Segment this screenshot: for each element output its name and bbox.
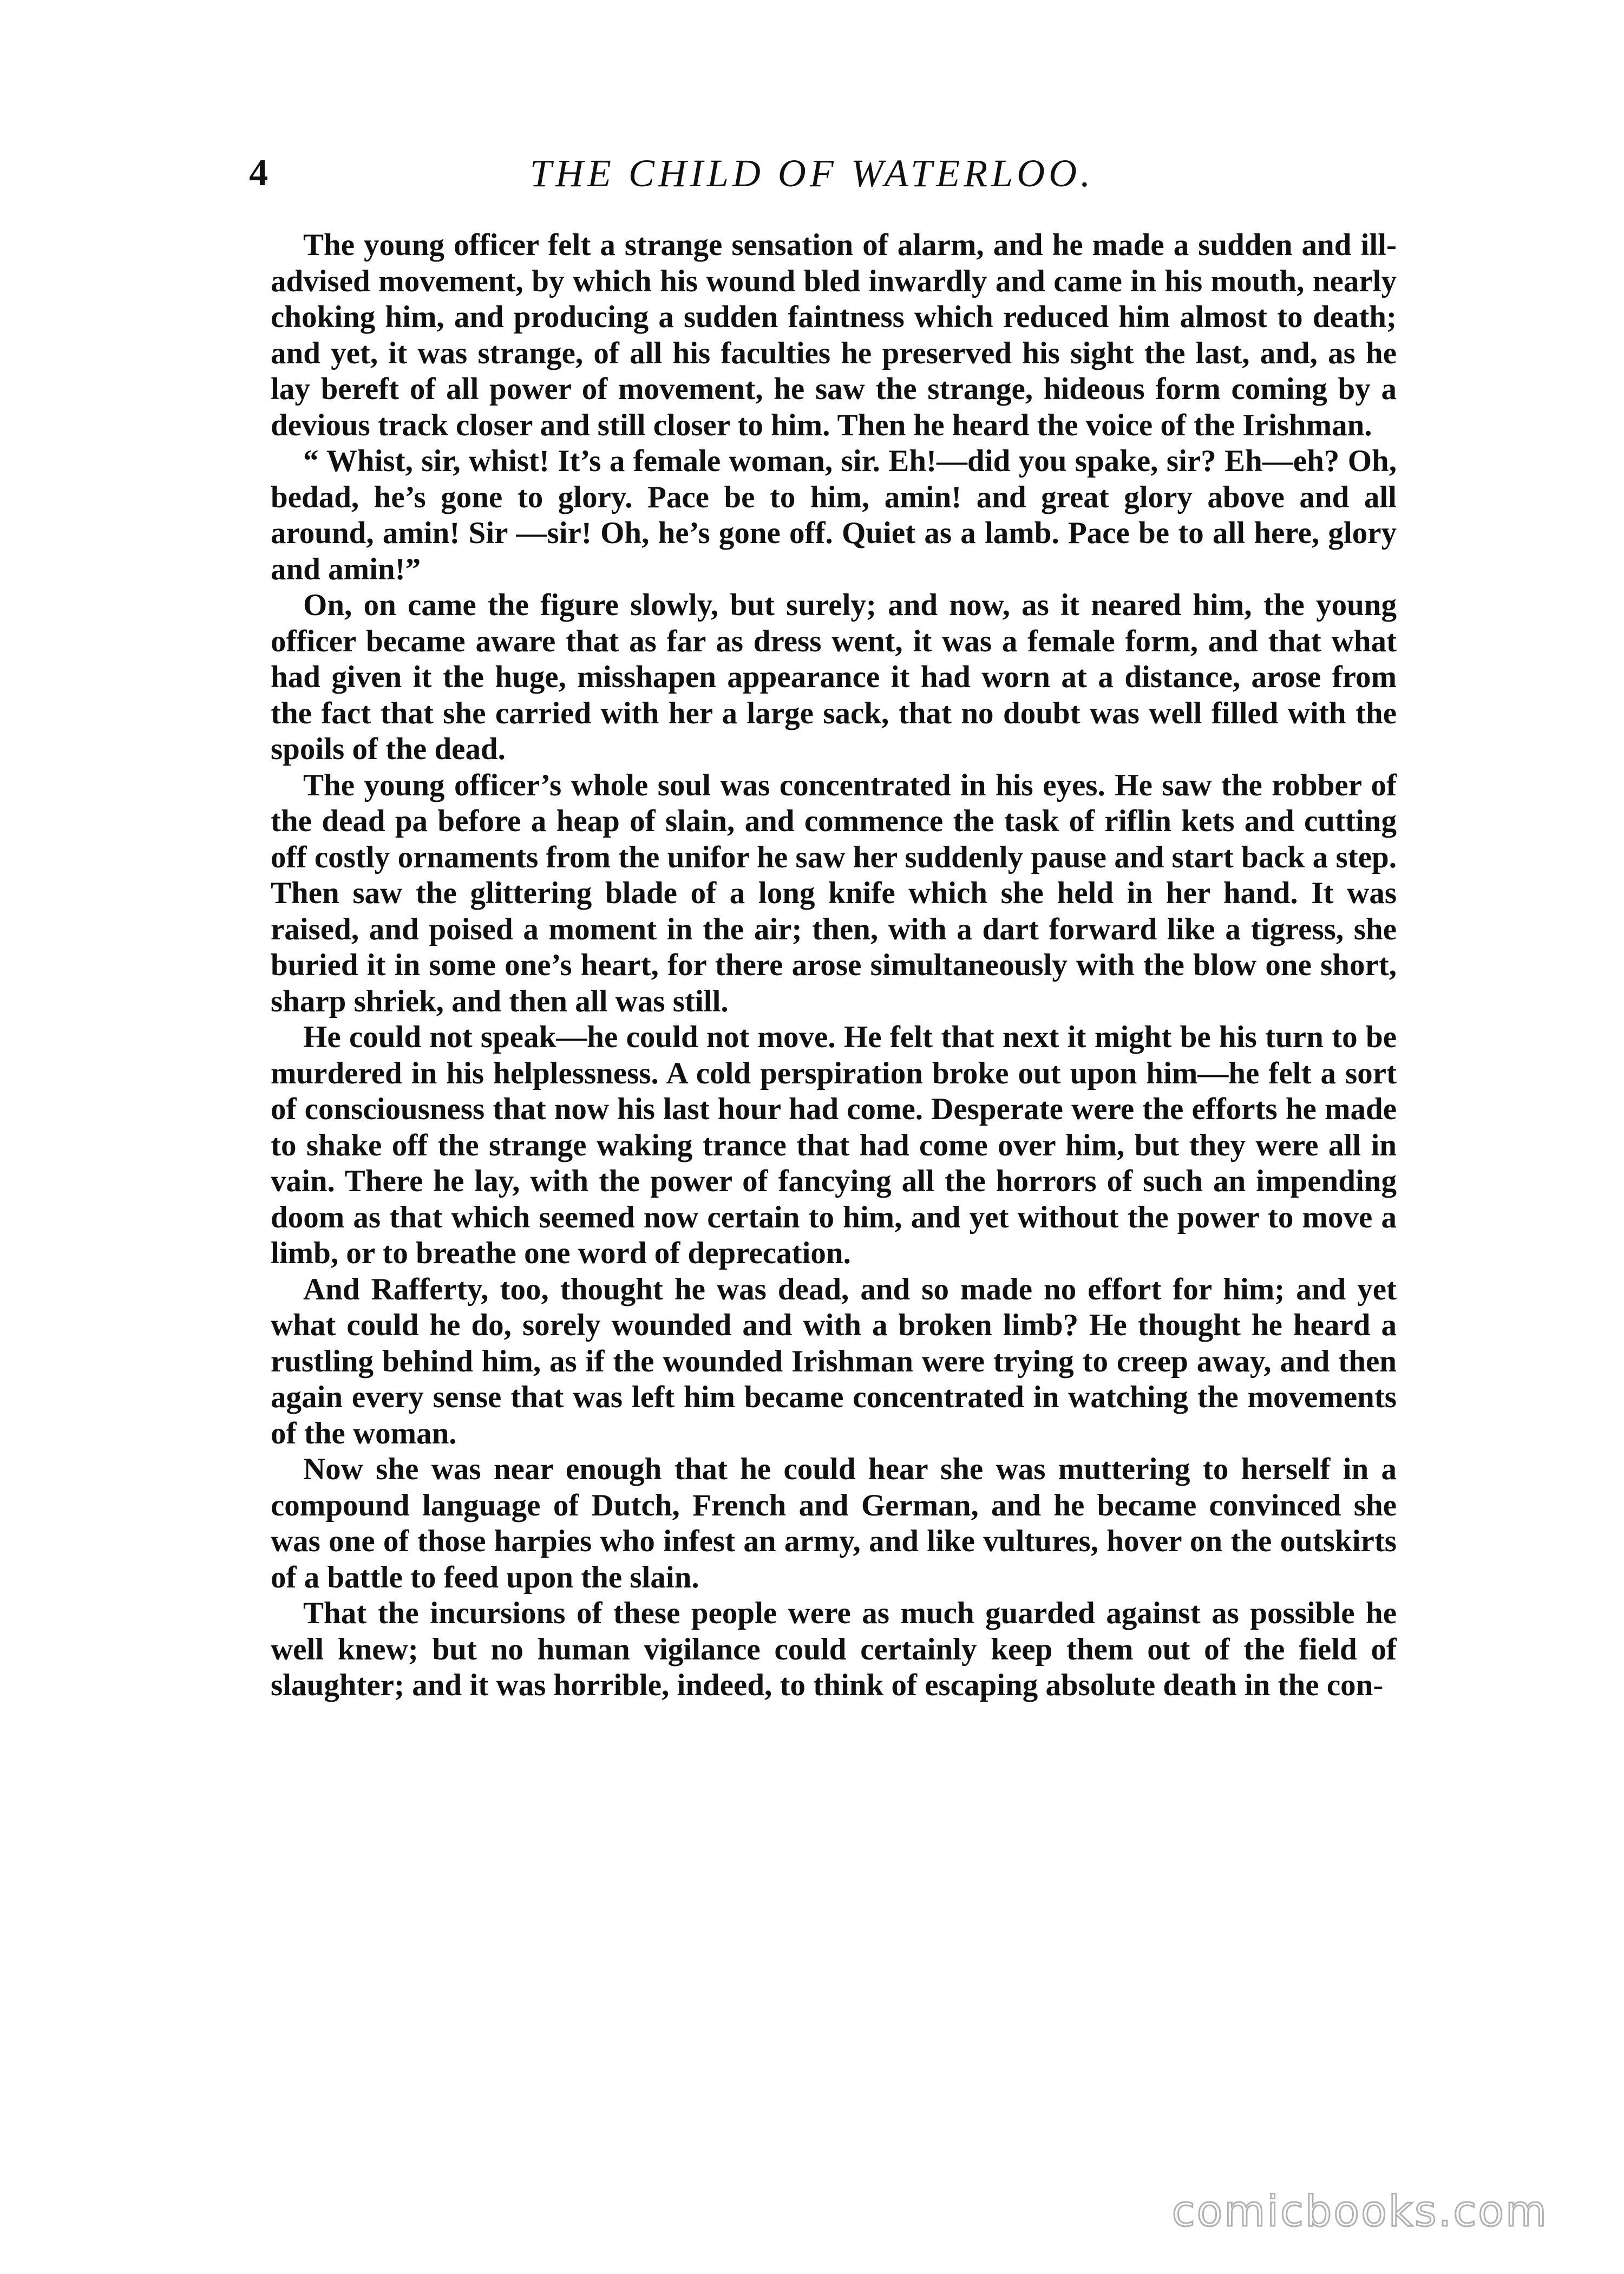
page-header (0, 149, 1624, 198)
running-title: THE CHILD OF WATERLOO. (529, 152, 1095, 195)
paragraph: On, on came the figure slowly, but surely; and now, as it neared him, the young officer became aware that as far as dress went, it was a female form, and that what had given it the huge, misshapen appearance it had worn at a distance, arose from the fact that she carried with her a large sack, that no doubt was well filled with the spoils of the dead. (271, 588, 1397, 766)
paragraph: The young officer felt a strange sensation of alarm, and he made a sudden and ill-advised movement, by which his wound bled inwardly and came in his mouth, nearly choking him, and producing a sudden faintness which reduced him almost to death; and yet, it was strange, of all his faculties he preserved his sight the last, and, as he lay bereft of all power of movement, he saw the strange, hideous form coming by a devious track closer and still closer to him. Then he heard the voice of the Irishman. (271, 228, 1397, 442)
paragraph: “ Whist, sir, whist! It’s a female woman, sir. Eh!—did you spake, sir? Eh—eh? Oh, bedad, he’s gone to glory. Pace be to him, amin! and great glory above and all around, amin! Sir —sir! Oh, he’s gone off. Quiet as a lamb. Pace be to all here, glory and amin!” (271, 444, 1397, 586)
paragraph: Now she was near enough that he could hear she was muttering to herself in a compound language of Dutch, French and German, and he became convinced she was one of those harpies who infest an army, and like vultures, hover on the outskirts of a battle to feed upon the slain. (271, 1452, 1397, 1595)
paragraph: He could not speak—he could not move. He felt that next it might be his turn to be murdered in his helplessness. A cold perspiration broke out upon him—he felt a sort of consciousness that now his last hour had come. Desperate were the efforts he made to shake off the strange waking trance that had come over him, but they were all in vain. There he lay, with the power of fancying all the horrors of such an impending doom as that which seemed now certain to him, and yet without the power to move a limb, or to breathe one word of deprecation. (271, 1020, 1397, 1270)
watermark-text: comicbooks.com (1171, 2187, 1548, 2236)
paragraph: The young officer’s whole soul was concentrated in his eyes. He saw the robber of the dead pa before a heap of slain, and commence the task of riflin kets and cutting off costly ornaments from the unifor he saw her suddenly pause and start back a step. Then saw the glittering blade of a long knife which she held in her hand. It was raised, and poised a moment in the air; then, with a dart forward like a tigress, she buried it in some one’s heart, for there arose simultaneously with the blow one short, sharp shriek, and then all was still. (271, 768, 1397, 1018)
paragraph: That the incursions of these people were as much guarded against as possible he well knew; but no human vigilance could certainly keep them out of the field of slaughter; and it was horrible, indeed, to think of escaping absolute death in the con- (271, 1596, 1397, 1702)
page-number: 4 (249, 152, 268, 194)
body-text (271, 227, 1397, 1704)
paragraph: And Rafferty, too, thought he was dead, and so made no effort for him; and yet what could he do, sorely wounded and with a broken limb? He thought he heard a rustling behind him, as if the wounded Irishman were trying to creep away, and then again every sense that was left him became concentrated in watching the movements of the woman. (271, 1272, 1397, 1450)
